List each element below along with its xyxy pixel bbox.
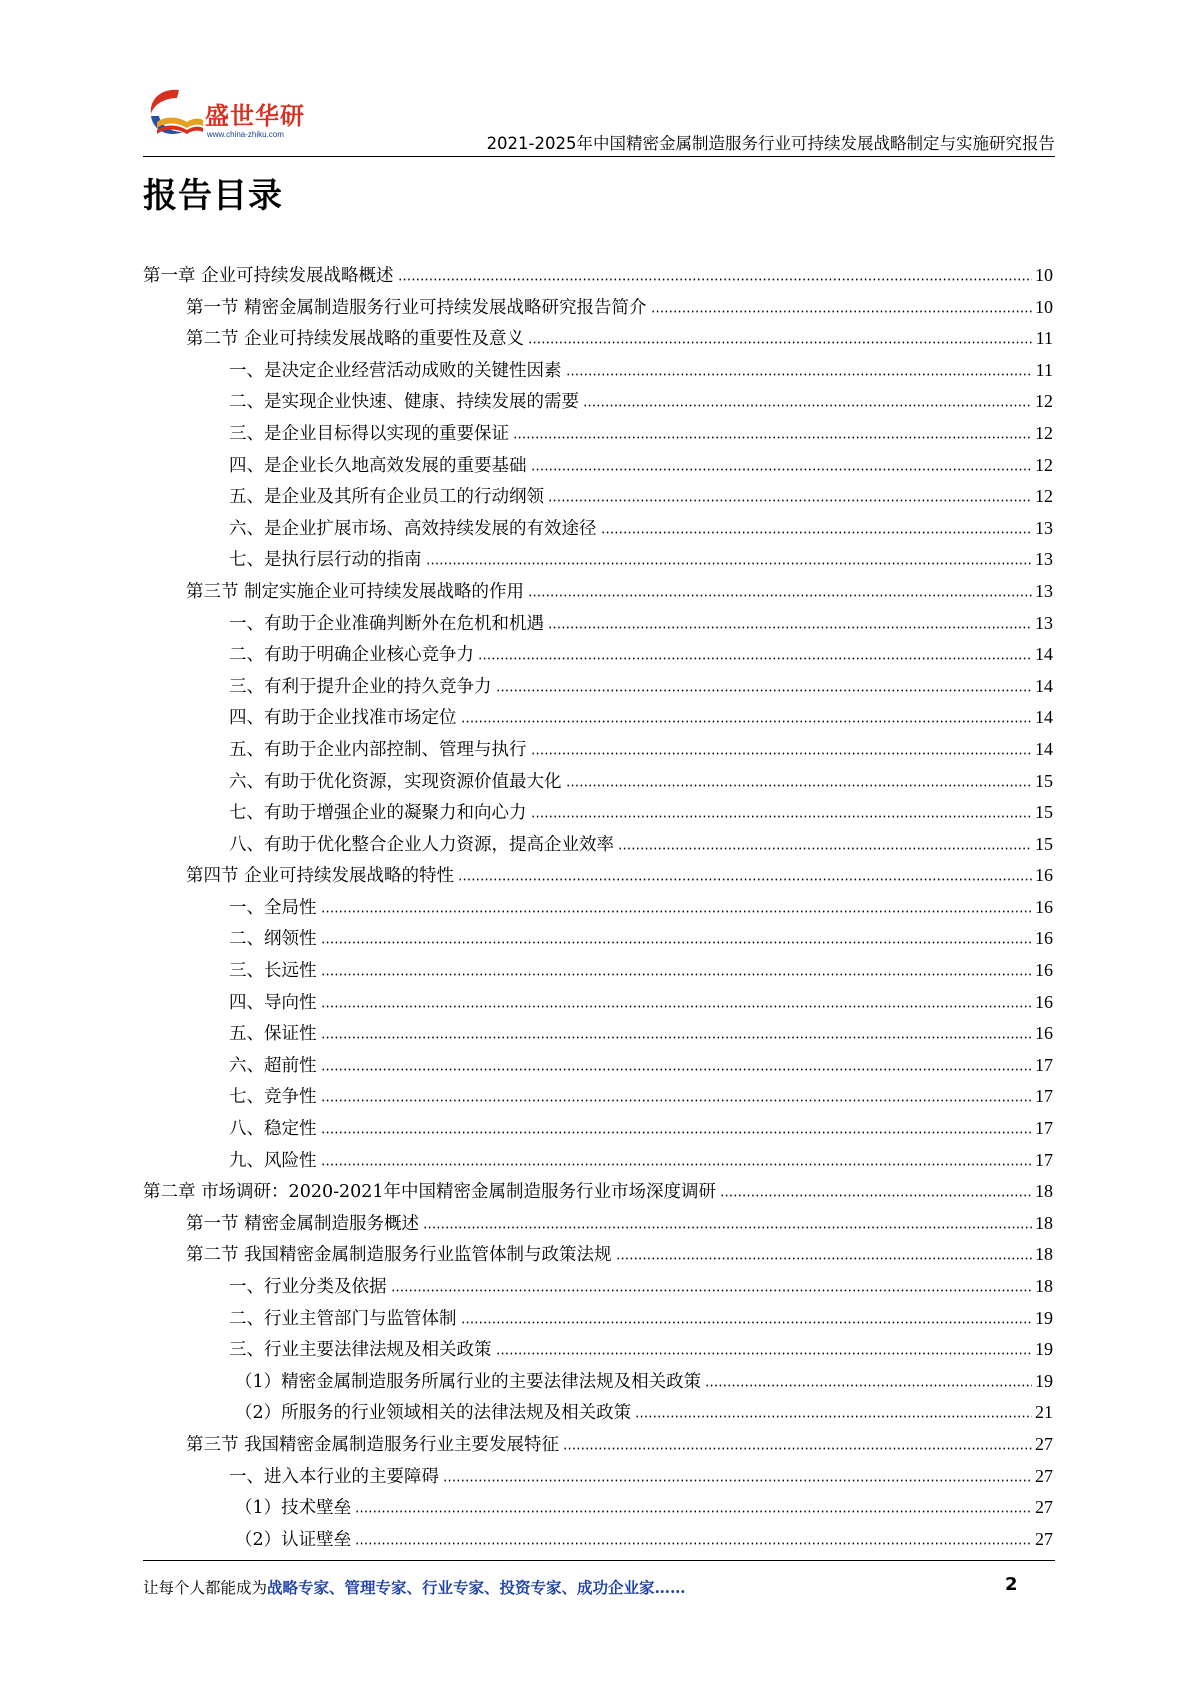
toc-leader-dots [391,1286,1033,1292]
toc-leader-dots [528,591,1032,597]
logo-name: 盛世华研 [205,102,305,130]
toc-entry-label: （1）精密金属制造服务所属行业的主要法律法规及相关政策 [235,1371,702,1392]
toc-entry[interactable] [143,987,1053,1019]
toc-entry-label: 第四节 企业可持续发展战略的特性 [186,866,455,887]
toc-leader-dots [496,686,1033,692]
toc-entry-label: 一、有助于企业准确判断外在危机和机遇 [229,613,544,634]
toc-entry-label: 三、行业主要法律法规及相关政策 [229,1340,492,1361]
toc-entry-label: 二、有助于明确企业核心竞争力 [229,645,474,666]
toc-entry-label: 一、全局性 [229,897,317,918]
toc-entry-page: 13 [1035,580,1053,601]
toc-entry-page: 14 [1035,707,1053,728]
toc-entry-label: 第一节 精密金属制造服务行业可持续发展战略研究报告简介 [186,297,647,318]
toc-leader-dots [635,1412,1032,1418]
toc-entry-page: 12 [1035,422,1053,443]
toc-entry[interactable] [143,955,1053,987]
toc-leader-dots [566,370,1033,376]
toc-entry[interactable] [143,1524,1053,1556]
toc-entry-label: 四、有助于企业找准市场定位 [229,708,457,729]
toc-entry[interactable] [143,1271,1053,1303]
toc-leader-dots [321,938,1033,944]
toc-entry-page: 18 [1035,1276,1053,1296]
toc-leader-dots [720,1191,1032,1197]
toc-entry-page: 11 [1035,359,1053,380]
toc-entry[interactable] [143,355,1053,387]
toc-entry-page: 12 [1035,391,1053,412]
toc-entry[interactable] [143,323,1053,355]
toc-entry-page: 14 [1035,675,1053,696]
toc-entry[interactable] [143,1397,1053,1429]
toc-entry-page: 17 [1035,1149,1053,1170]
toc-entry-page: 13 [1035,612,1053,633]
toc-entry-label: 第二节 企业可持续发展战略的重要性及意义 [186,329,525,350]
toc-entry-page: 13 [1035,549,1053,570]
toc-entry[interactable] [143,450,1053,482]
toc-entry-page: 16 [1035,896,1053,917]
toc-entry[interactable] [143,797,1053,829]
toc-entry-page: 16 [1035,1023,1053,1044]
toc-entry-label: 四、导向性 [229,992,317,1013]
toc-entry[interactable] [143,1018,1053,1050]
toc-entry[interactable] [143,1113,1053,1145]
toc-entry[interactable] [143,639,1053,671]
toc-leader-dots [423,1223,1032,1229]
toc-entry-page: 18 [1035,1212,1053,1233]
toc-entry-label: （2）所服务的行业领域相关的法律法规及相关政策 [235,1403,632,1424]
toc-leader-dots [398,275,1032,281]
toc-entry-page: 19 [1035,1307,1053,1328]
toc-leader-dots [548,496,1032,502]
toc-leader-dots [355,1539,1032,1545]
toc-entry[interactable] [143,608,1053,640]
toc-leader-dots [321,1033,1033,1039]
toc-leader-dots [426,559,1033,565]
toc-entry[interactable] [143,386,1053,418]
slogan-roles: 战略专家、管理专家、行业专家、投资专家、成功企业家…… [267,1578,686,1597]
toc-entry-label: 七、是执行层行动的指南 [229,550,422,571]
toc-entry-label: （1）技术壁垒 [235,1498,352,1519]
toc-entry-page: 15 [1035,802,1053,823]
toc-entry[interactable] [143,1334,1053,1366]
toc-leader-dots [616,1254,1032,1260]
toc-leader-dots [458,875,1032,881]
toc-entry-label: 第三节 制定实施企业可持续发展战略的作用 [186,581,525,602]
toc-entry-page: 27 [1035,1433,1053,1454]
toc-entry-label: 二、纲领性 [229,929,317,950]
toc-entry[interactable] [143,829,1053,861]
toc-entry-page: 16 [1035,928,1053,949]
toc-entry-label: 第一节 精密金属制造服务概述 [186,1213,420,1234]
toc-entry-label: 四、是企业长久地高效发展的重要基础 [229,455,527,476]
toc-leader-dots [528,338,1033,344]
toc-entry-page: 21 [1035,1402,1053,1423]
table-of-contents [143,260,1053,1555]
toc-entry-page: 16 [1035,865,1053,886]
toc-entry-page: 17 [1035,1054,1053,1075]
toc-entry[interactable] [143,260,1053,292]
toc-entry-page: 18 [1035,1244,1053,1265]
toc-entry[interactable] [143,292,1053,324]
toc-entry-label: 六、有助于优化资源，实现资源价值最大化 [229,771,562,792]
toc-entry-page: 16 [1035,991,1053,1012]
toc-entry[interactable] [143,1461,1053,1493]
toc-entry[interactable] [143,544,1053,576]
toc-leader-dots [443,1476,1032,1482]
toc-entry[interactable] [143,1050,1053,1082]
toc-entry-page: 17 [1035,1118,1053,1139]
toc-entry-label: 第二节 我国精密金属制造服务行业监管体制与政策法规 [186,1245,612,1266]
toc-entry-page: 18 [1035,1181,1053,1202]
toc-entry-label: 五、有助于企业内部控制、管理与执行 [229,739,527,760]
toc-entry-page: 10 [1035,265,1053,285]
toc-entry-label: 七、竞争性 [229,1087,317,1108]
logo-url: www.china-zhiku.com [207,130,284,139]
toc-entry-label: 五、保证性 [229,1024,317,1045]
toc-leader-dots [531,812,1033,818]
toc-leader-dots [321,907,1033,913]
company-logo [143,86,313,150]
slogan-lead: 让每个人都能成为 [143,1579,268,1597]
toc-entry-label: 九、风险性 [229,1150,317,1171]
toc-entry-label: 八、稳定性 [229,1119,317,1140]
toc-entry[interactable] [143,1176,1053,1208]
footer-divider [143,1560,1055,1561]
toc-entry[interactable] [143,418,1053,450]
toc-entry[interactable] [143,860,1053,892]
toc-leader-dots [566,781,1033,787]
toc-entry[interactable] [143,671,1053,703]
footer-slogan [143,1576,686,1598]
toc-leader-dots [321,1002,1033,1008]
toc-entry-page: 17 [1035,1086,1053,1107]
toc-leader-dots [513,433,1032,439]
toc-entry-page: 27 [1035,1528,1053,1549]
toc-entry-label: 第一章 企业可持续发展战略概述 [143,266,394,286]
logo-emblem-icon [143,86,205,146]
toc-entry-page: 14 [1035,644,1053,665]
toc-entry-page: 11 [1035,328,1053,349]
toc-leader-dots [461,717,1033,723]
toc-entry-label: 六、是企业扩展市场、高效持续发展的有效途径 [229,518,597,539]
toc-entry-label: 七、有助于增强企业的凝聚力和向心力 [229,803,527,824]
toc-leader-dots [321,970,1033,976]
toc-leader-dots [461,1318,1033,1324]
toc-title: 报告目录 [143,176,283,216]
toc-entry[interactable] [143,702,1053,734]
toc-leader-dots [601,528,1033,534]
toc-leader-dots [563,1444,1032,1450]
toc-leader-dots [321,1128,1033,1134]
toc-leader-dots [531,749,1033,755]
toc-entry-label: 一、行业分类及依据 [229,1277,387,1297]
toc-entry-page: 10 [1035,296,1053,317]
toc-entry[interactable] [143,892,1053,924]
toc-leader-dots [496,1349,1033,1355]
toc-entry-page: 27 [1035,1465,1053,1486]
toc-leader-dots [618,844,1032,850]
toc-entry-label: 三、是企业目标得以实现的重要保证 [229,423,509,444]
toc-entry-page: 19 [1035,1370,1053,1391]
toc-entry-page: 13 [1035,517,1053,538]
toc-entry[interactable] [143,481,1053,513]
toc-entry[interactable] [143,923,1053,955]
page-header [143,86,1055,158]
toc-leader-dots [321,1160,1033,1166]
toc-entry[interactable] [143,734,1053,766]
toc-entry-label: 第二章 市场调研：2020-2021年中国精密金属制造服务行业市场深度调研 [143,1182,717,1203]
toc-leader-dots [321,1096,1033,1102]
header-divider [143,156,1055,157]
toc-leader-dots [548,623,1032,629]
toc-entry[interactable] [143,1303,1053,1335]
toc-leader-dots [705,1381,1032,1387]
toc-leader-dots [531,465,1033,471]
toc-entry-label: 三、长远性 [229,961,317,982]
toc-entry[interactable] [143,576,1053,608]
toc-entry[interactable] [143,1239,1053,1271]
toc-entry-label: 六、超前性 [229,1055,317,1076]
toc-entry[interactable] [143,1145,1053,1177]
toc-leader-dots [583,401,1032,407]
toc-entry-label: 二、行业主管部门与监管体制 [229,1308,457,1329]
toc-entry[interactable] [143,1492,1053,1524]
toc-entry-page: 12 [1035,486,1053,507]
toc-entry-label: 第三节 我国精密金属制造服务行业主要发展特征 [186,1434,560,1455]
toc-entry-page: 27 [1035,1497,1053,1518]
toc-entry-page: 14 [1035,738,1053,759]
toc-entry[interactable] [143,513,1053,545]
toc-entry-label: 三、有利于提升企业的持久竞争力 [229,676,492,697]
toc-leader-dots [651,307,1032,313]
toc-entry-label: 一、进入本行业的主要障碍 [229,1466,439,1487]
toc-entry[interactable] [143,1429,1053,1461]
toc-entry-label: （2）认证壁垒 [235,1529,352,1550]
toc-entry-label: 八、有助于优化整合企业人力资源，提高企业效率 [229,834,614,855]
toc-entry-page: 19 [1035,1339,1053,1360]
page-number: 2 [1005,1574,1018,1595]
toc-entry-page: 16 [1035,960,1053,981]
toc-entry[interactable] [143,1081,1053,1113]
toc-leader-dots [355,1507,1032,1513]
toc-leader-dots [321,1065,1033,1071]
toc-entry[interactable] [143,766,1053,798]
toc-entry-label: 一、是决定企业经营活动成败的关键性因素 [229,360,562,381]
toc-entry-page: 12 [1035,454,1053,475]
toc-entry-page: 15 [1035,770,1053,791]
toc-entry-page: 15 [1035,833,1053,854]
toc-entry[interactable] [143,1208,1053,1240]
report-title: 2021-2025年中国精密金属制造服务行业可持续发展战略制定与实施研究报告 [486,134,1055,153]
toc-entry[interactable] [143,1366,1053,1398]
toc-leader-dots [478,654,1032,660]
toc-entry-label: 二、是实现企业快速、健康、持续发展的需要 [229,392,579,413]
toc-entry-label: 五、是企业及其所有企业员工的行动纲领 [229,487,544,508]
